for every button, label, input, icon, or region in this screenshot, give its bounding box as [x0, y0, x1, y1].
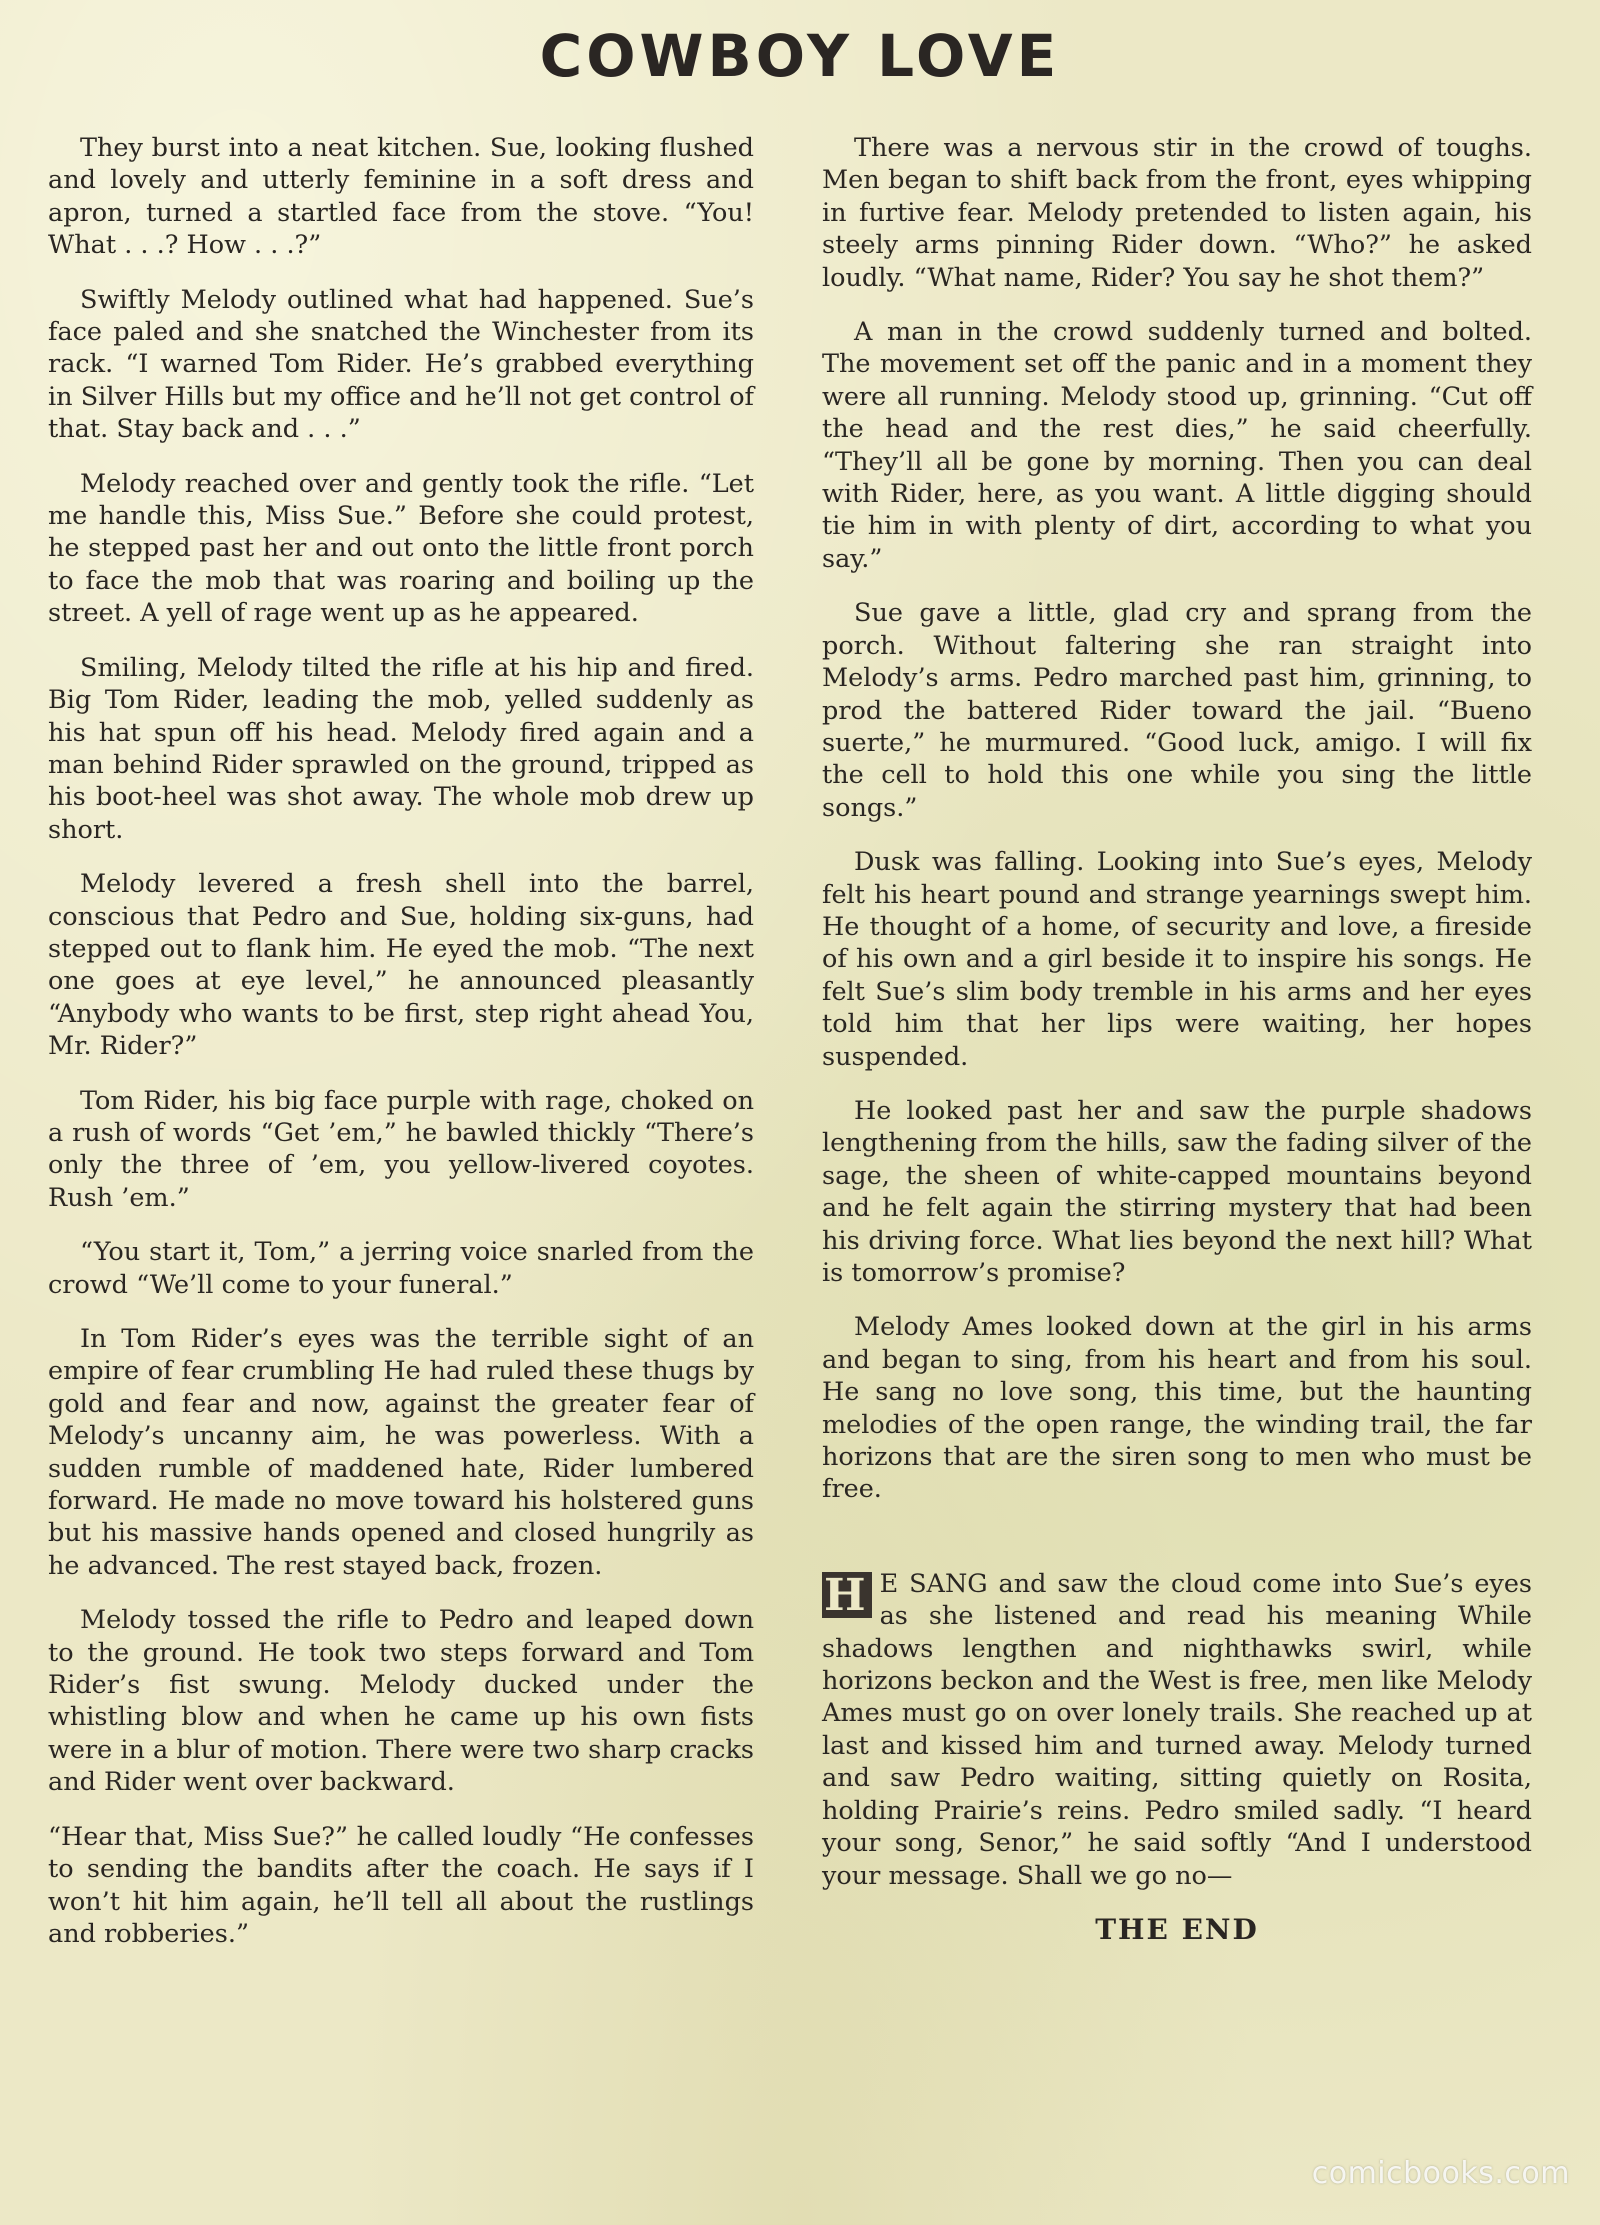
the-end-label: THE END — [1095, 1912, 1259, 1946]
paragraph: Melody levered a fresh shell into the barrel, conscious that Pedro and Sue, holding six-guns, had stepped out to flank him. He eyed the mob. “The next one goes at eye level,” he announced pleasantly “Anybody who wants to be first, step right ahead You, Mr. Rider?” — [48, 869, 754, 1062]
left-text-column — [48, 132, 754, 1972]
final-paragraph-text: E SANG and saw the cloud come into Sue’s eyes as she listened and read his meaning While shadows lengthen and nighthawks swirl, while horizons beckon and the West is free, men like Melody Ames must go on over lonely trails. She reached up at last and kissed him and turned away. Melody turned and saw Pedro waiting, sitting quietly on Rosita, holding Prairie’s reins. Pedro smiled sadly. “I heard your song, Senor,” he said softly “And I understood your message. Shall we go no— — [822, 1568, 1532, 1891]
paragraph: Melody Ames looked down at the girl in his arms and began to sing, from his heart and from his soul. He sang no love song, this time, but the haunting melodies of the open range, the winding trail, the far horizons that are the siren song to men who must be free. — [822, 1312, 1532, 1505]
paragraph: Sue gave a little, glad cry and sprang from the porch. Without faltering she ran straight into Melody’s arms. Pedro marched past him, grinning, to prod the battered Rider toward the jail. “Bueno suerte,” he murmured. “Good luck, amigo. I will fix the cell to hold this one while you sing the little songs.” — [822, 598, 1532, 823]
paragraph: He looked past her and saw the purple shadows lengthening from the hills, saw the fading silver of the sage, the sheen of white-capped mountains beyond and he felt again the stirring mystery that had been his driving force. What lies beyond the next hill? What is tomorrow’s promise? — [822, 1095, 1532, 1288]
paragraph: A man in the crowd suddenly turned and bolted. The movement set off the panic and in a moment they were all running. Melody stood up, grinning. “Cut off the head and the rest dies,” he said cheerfully. “They’ll all be gone by morning. Then you can deal with Rider, here, as you want. A little digging should tie him in with plenty of dirt, according to what you say.” — [822, 317, 1532, 574]
story-title: COWBOY LOVE — [539, 22, 1061, 90]
right-text-column — [822, 132, 1532, 1946]
paragraph: They burst into a neat kitchen. Sue, looking flushed and lovely and utterly feminine in a soft dress and apron, turned a startled face from the stove. “You! What . . .? How . . .?” — [48, 133, 754, 261]
paragraph: Swiftly Melody outlined what had happened. Sue’s face paled and she snatched the Winchester from its rack. “I warned Tom Rider. He’s grabbed everything in Silver Hills but my office and he’ll not get control of that. Stay back and . . .” — [48, 284, 754, 445]
watermark: comicbooks.com — [1311, 2156, 1570, 2191]
paragraph: Smiling, Melody tilted the rifle at his hip and fired. Big Tom Rider, leading the mob, yelled suddenly as his hat spun off his head. Melody fired again and a man behind Rider sprawled on the ground, tripped as his boot-heel was shot away. The whole mob drew up short. — [48, 652, 754, 845]
section-break — [822, 1528, 1532, 1568]
paragraph: Melody tossed the rifle to Pedro and leaped down to the ground. He took two steps forward and Tom Rider’s fist swung. Melody ducked under the whistling blow and when he came up his own fists were in a blur of motion. There were two sharp cracks and Rider went over backward. — [48, 1605, 754, 1798]
paragraph: “You start it, Tom,” a jerring voice snarled from the crowd “We’ll come to your funeral.” — [48, 1237, 754, 1300]
paragraph: Tom Rider, his big face purple with rage, choked on a rush of words “Get ’em,” he bawled thickly “There’s only the three of ’em, you yellow-livered coyotes. Rush ’em.” — [48, 1085, 754, 1213]
final-paragraph — [822, 1568, 1532, 1892]
paragraph: “Hear that, Miss Sue?” he called loudly “He confesses to sending the bandits after the coach. He says if I won’t hit him again, he’ll tell all about the rustlings and robberies.” — [48, 1821, 754, 1949]
paragraph: Melody reached over and gently took the rifle. “Let me handle this, Miss Sue.” Before she could protest, he stepped past her and out onto the little front porch to face the mob that was roaring and boiling up the street. A yell of rage went up as he appeared. — [48, 468, 754, 629]
paragraph: Dusk was falling. Looking into Sue’s eyes, Melody felt his heart pound and strange yearnings swept him. He thought of a home, of security and love, a fireside of his own and a girl beside it to inspire his songs. He felt Sue’s slim body tremble in his arms and her eyes told him that her lips were waiting, her hopes suspended. — [822, 847, 1532, 1072]
paragraph: In Tom Rider’s eyes was the terrible sight of an empire of fear crumbling He had ruled these thugs by gold and fear and now, against the greater fear of Melody’s uncanny aim, he was powerless. With a sudden rumble of maddened hate, Rider lumbered forward. He made no move toward his holstered guns but his massive hands opened and closed hungrily as he advanced. The rest stayed back, frozen. — [48, 1324, 754, 1581]
paragraph: There was a nervous stir in the crowd of toughs. Men began to shift back from the front, eyes whipping in furtive fear. Melody pretended to listen again, his steely arms pinning Rider down. “Who?” he asked loudly. “What name, Rider? You say he shot them?” — [822, 133, 1532, 293]
drop-cap: H — [822, 1572, 872, 1618]
